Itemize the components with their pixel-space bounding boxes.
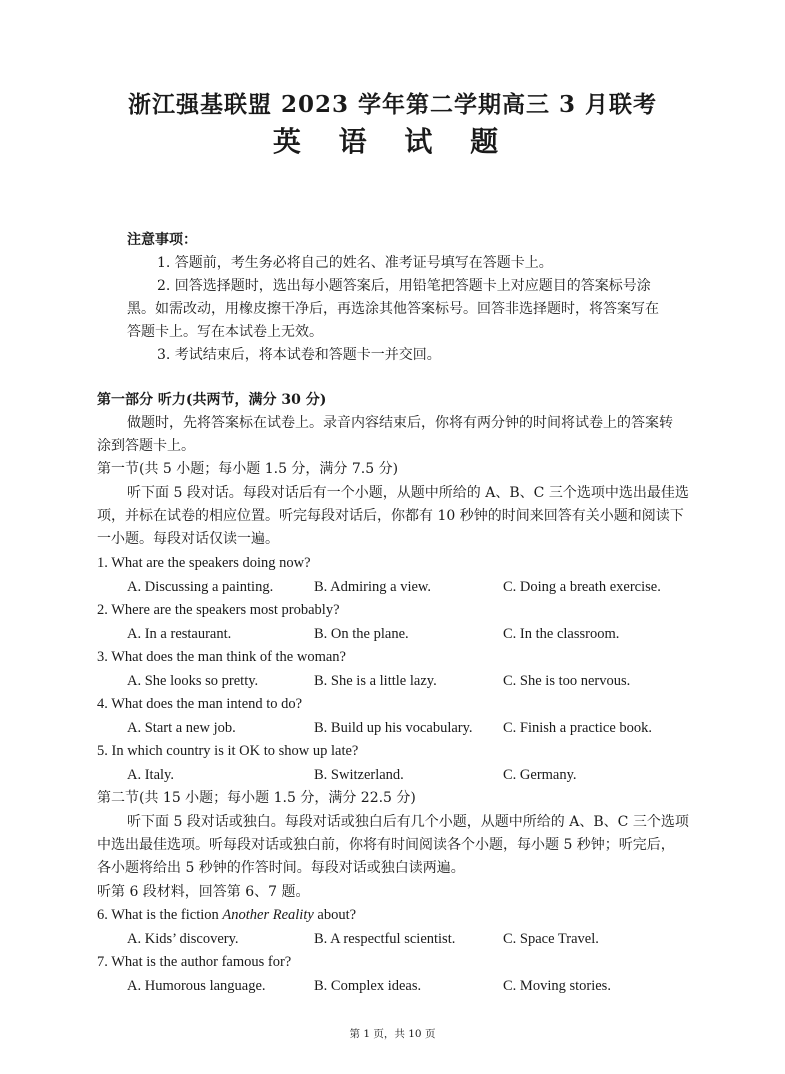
q7-option-a: A. Humorous language. [127, 978, 266, 994]
question-6-suffix: about? [313, 907, 357, 923]
section2-intro-end: 各小题将给出 5 秒钟的作答时间。每段对话或独白读两遍。 [97, 860, 465, 876]
section2-intro: 听下面 5 段对话或独白。每段对话或独白后有几个小题，从题中所给的 A、B、C 三个选项 [127, 814, 689, 830]
notice-item-2-cont: 黑。如需改动，用橡皮擦干净后，再选涂其他答案标号。回答非选择题时，将答案写在 [127, 301, 659, 317]
section2-heading: 第二节(共 15 小题；每小题 1.5 分，满分 22.5 分) [97, 790, 416, 806]
exam-title: 浙江强基联盟 2023 学年第二学期高三 3 月联考 [127, 91, 658, 118]
q6-option-a: A. Kids’ discovery. [127, 931, 239, 947]
part1-intro: 做题时，先将答案标在试卷上。录音内容结束后，你将有两分钟的时间将试卷上的答案转 [127, 415, 673, 431]
notice-heading: 注意事项： [127, 232, 197, 248]
question-4: 4. What does the man intend to do? [97, 696, 303, 712]
fiction-title: Another Reality [222, 907, 314, 923]
q1-option-b: B. Admiring a view. [314, 579, 432, 595]
q5-option-a: A. Italy. [127, 767, 174, 783]
question-2: 2. Where are the speakers most probably? [97, 602, 340, 618]
q5-option-c: C. Germany. [503, 767, 577, 783]
section1-heading: 第一节(共 5 小题；每小题 1.5 分，满分 7.5 分) [97, 461, 399, 477]
part1-intro-cont: 涂到答题卡上。 [97, 438, 195, 454]
question-6-prefix: 6. What is the fiction [97, 907, 223, 923]
notice-item-2-end: 答题卡上。写在本试卷上无效。 [127, 324, 323, 340]
part1-heading: 第一部分 听力(共两节，满分 30 分) [97, 392, 327, 408]
question-7: 7. What is the author famous for? [97, 954, 292, 970]
section1-intro: 听下面 5 段对话。每段对话后有一个小题，从题中所给的 A、B、C 三个选项中选出最佳选 [127, 485, 689, 501]
q2-option-a: A. In a restaurant. [127, 626, 232, 642]
q4-option-b: B. Build up his vocabulary. [314, 720, 473, 736]
notice-item-2: 2. 回答选择题时，选出每小题答案后，用铅笔把答题卡上对应题目的答案标号涂 [157, 278, 651, 294]
q7-option-b: B. Complex ideas. [314, 978, 422, 994]
q3-option-b: B. She is a little lazy. [314, 673, 437, 689]
q1-option-c: C. Doing a breath exercise. [503, 579, 661, 595]
q6-option-b: B. A respectful scientist. [314, 931, 456, 947]
q1-option-a: A. Discussing a painting. [127, 579, 274, 595]
q2-option-c: C. In the classroom. [503, 626, 620, 642]
q4-option-a: A. Start a new job. [127, 720, 236, 736]
material-6-instruction: 听第 6 段材料，回答第 6、7 题。 [97, 884, 310, 900]
subject-title: 英 语 试 题 [272, 125, 513, 158]
q6-option-c: C. Space Travel. [503, 931, 599, 947]
section2-intro-cont: 中选出最佳选项。听每段对话或独白前，你将有时间阅读各个小题，每小题 5 秒钟；听完后， [97, 837, 675, 853]
notice-item-3: 3. 考试结束后，将本试卷和答题卡一并交回。 [157, 347, 441, 363]
question-1: 1. What are the speakers doing now? [97, 555, 311, 571]
question-6 [97, 905, 356, 925]
q3-option-c: C. She is too nervous. [503, 673, 631, 689]
question-3: 3. What does the man think of the woman? [97, 649, 346, 665]
section1-intro-cont: 项，并标在试卷的相应位置。听完每段对话后，你都有 10 秒钟的时间来回答有关小题和阅读下 [97, 508, 684, 524]
notice-item-1: 1. 答题前，考生务必将自己的姓名、准考证号填写在答题卡上。 [157, 255, 553, 271]
q3-option-a: A. She looks so pretty. [127, 673, 259, 689]
question-5: 5. In which country is it OK to show up late? [97, 743, 359, 759]
q2-option-b: B. On the plane. [314, 626, 409, 642]
q4-option-c: C. Finish a practice book. [503, 720, 653, 736]
section1-intro-end: 一小题。每段对话仅读一遍。 [97, 531, 279, 547]
q7-option-c: C. Moving stories. [503, 978, 611, 994]
page-number: 第 1 页，共 10 页 [349, 1028, 436, 1040]
q5-option-b: B. Switzerland. [314, 767, 404, 783]
